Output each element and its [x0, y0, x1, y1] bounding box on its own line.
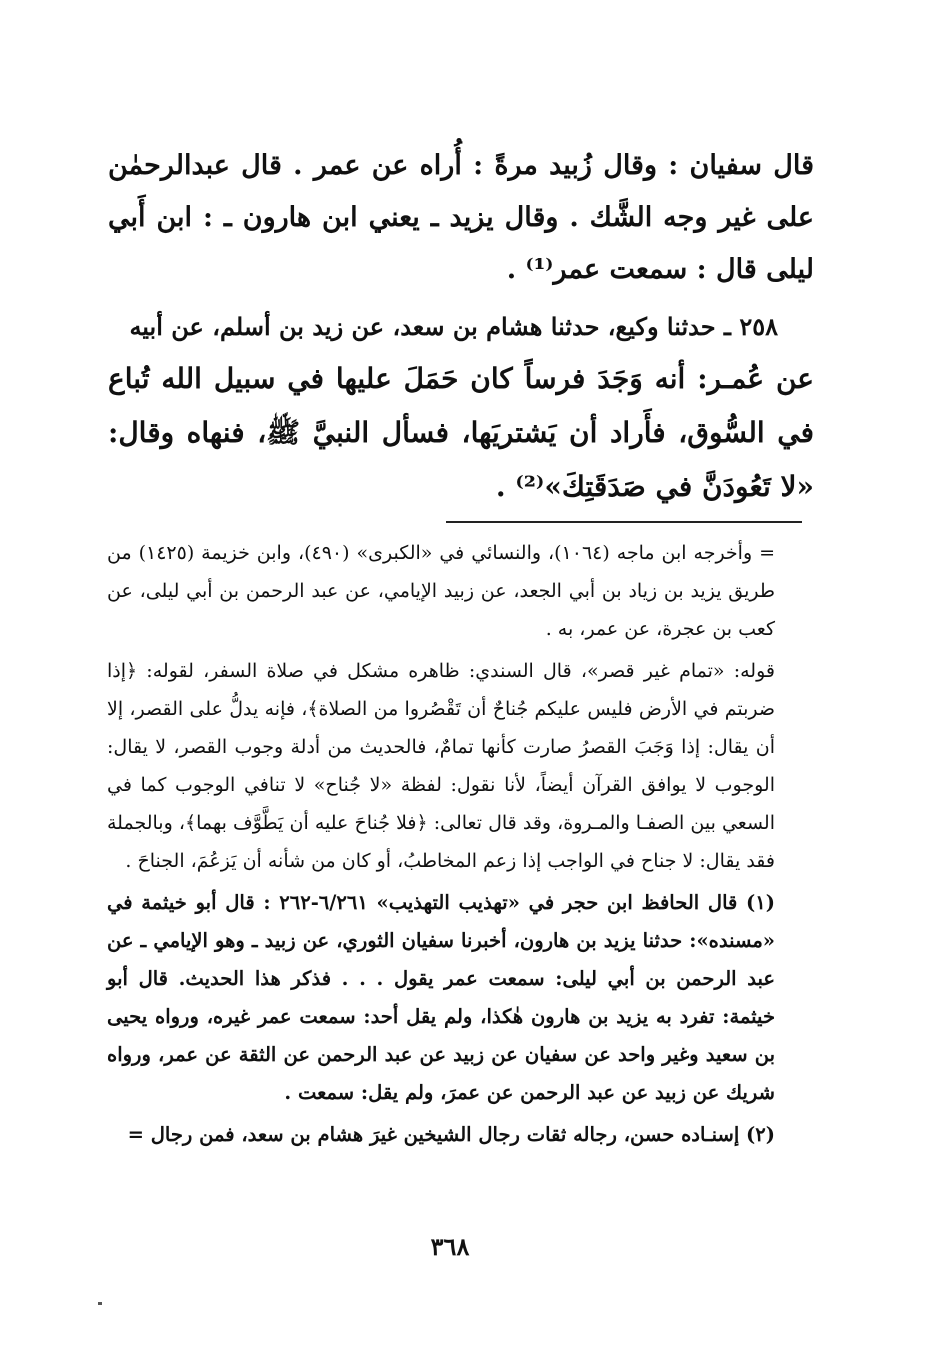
- main-paragraph: قال سفيان : وقال زُبيد مرةً : أُراه عن عمر . قال عبدالرحمٰن على غير وجه الشَّك . وقال يزيد ـ يعني ابن هارون ـ : ابن أَبي ليلى قال : سمعت عمر⁽¹⁾ .: [108, 150, 814, 285]
- footnote-2: (٢) إسنـاده حسن، رجاله ثقات رجال الشيخين غيرَ هشام بن سعد، فمن رجال =: [127, 1123, 775, 1146]
- hadith-258: [108, 308, 814, 514]
- page-number: ٣٦٨: [430, 1232, 470, 1261]
- footnotes: [107, 534, 805, 1158]
- hadith-isnad: ٢٥٨ ـ حدثنا وكيع، حدثنا هشام بن سعد، عن زيد بن أسلم، عن أبيه: [129, 312, 778, 341]
- scan-speck: [98, 1302, 102, 1305]
- main-text-block: [108, 140, 814, 296]
- hadith-matn: عن عُمـر: أنه وَجَدَ فرساً كان حَمَلَ عليها في سبيل الله تُباع في السُّوق، فأَراد أن يَشتريَها، فسأل النبيَّ ﷺ، فنهاه وقال: «لا تَعُودَنَّ في صَدَقَتِكَ»⁽²⁾ .: [108, 362, 814, 503]
- footnote-continued: = وأخرجه ابن ماجه (١٠٦٤)، والنسائي في «الكبرى» (٤٩٠)، وابن خزيمة (١٤٢٥) من طريق يزيد بن زياد بن أبي الجعد، عن زبيد الإيامي، عن عبد الرحمن بن أبي ليلى، عن كعب بن عجرة، عن عمر، به .: [107, 542, 775, 640]
- footnote-commentary: قوله: «تمام غير قصر»، قال السندي: ظاهره مشكل في صلاة السفر، لقوله: ﴿إذا ضربتم في الأرض فليس عليكم جُناحٌ أن تَقْصُروا من الصلاة﴾، فإنه يدلُّ على القصر، إلا أن يقال: إذا وَجَبَ القصرُ صارت كأنها تمامٌ، فالحديث من أدلة وجوب القصر، لا يقال: الوجوب لا يوافق القرآن أيضاً، لأنا نقول: لفظة «لا جُناح» لا تنافي الوجوب كما في السعي بين الصفـا والمـروة، وقد قال تعالى: ﴿فلا جُناحَ عليه أن يَطَّوَّف بهما﴾، وبالجملة فقد يقال: لا جناح في الواجب إذا زعم المخاطبُ، أو كان من شأنه أن يَزعُمَ، الجناحَ .: [107, 660, 775, 872]
- footnote-1: (١) قال الحافظ ابن حجر في «تهذيب التهذيب» ٦/٢٦١-٢٦٢ : قال أبو خيثمة في «مسنده»: حدثنا يزيد بن هارون، أخبرنا سفيان الثوري، عن زبيد ـ وهو الإيامي ـ عن عبد الرحمن بن أبي ليلى: سمعت عمر يقول . . . فذكر هذا الحديث. قال أبو خيثمة: تفرد به يزيد بن هارون هٰكذا، ولم يقل أحد: سمعت عمر غيره، ورواه يحيى بن سعيد وغير واحد عن سفيان عن زبيد عن عبد الرحمن عن الثقة عن عمر، ورواه شريك عن زبيد عن عبد الرحمن عن عمرَ، ولم يقل: سمعت .: [107, 891, 775, 1104]
- footnote-separator: [446, 521, 802, 523]
